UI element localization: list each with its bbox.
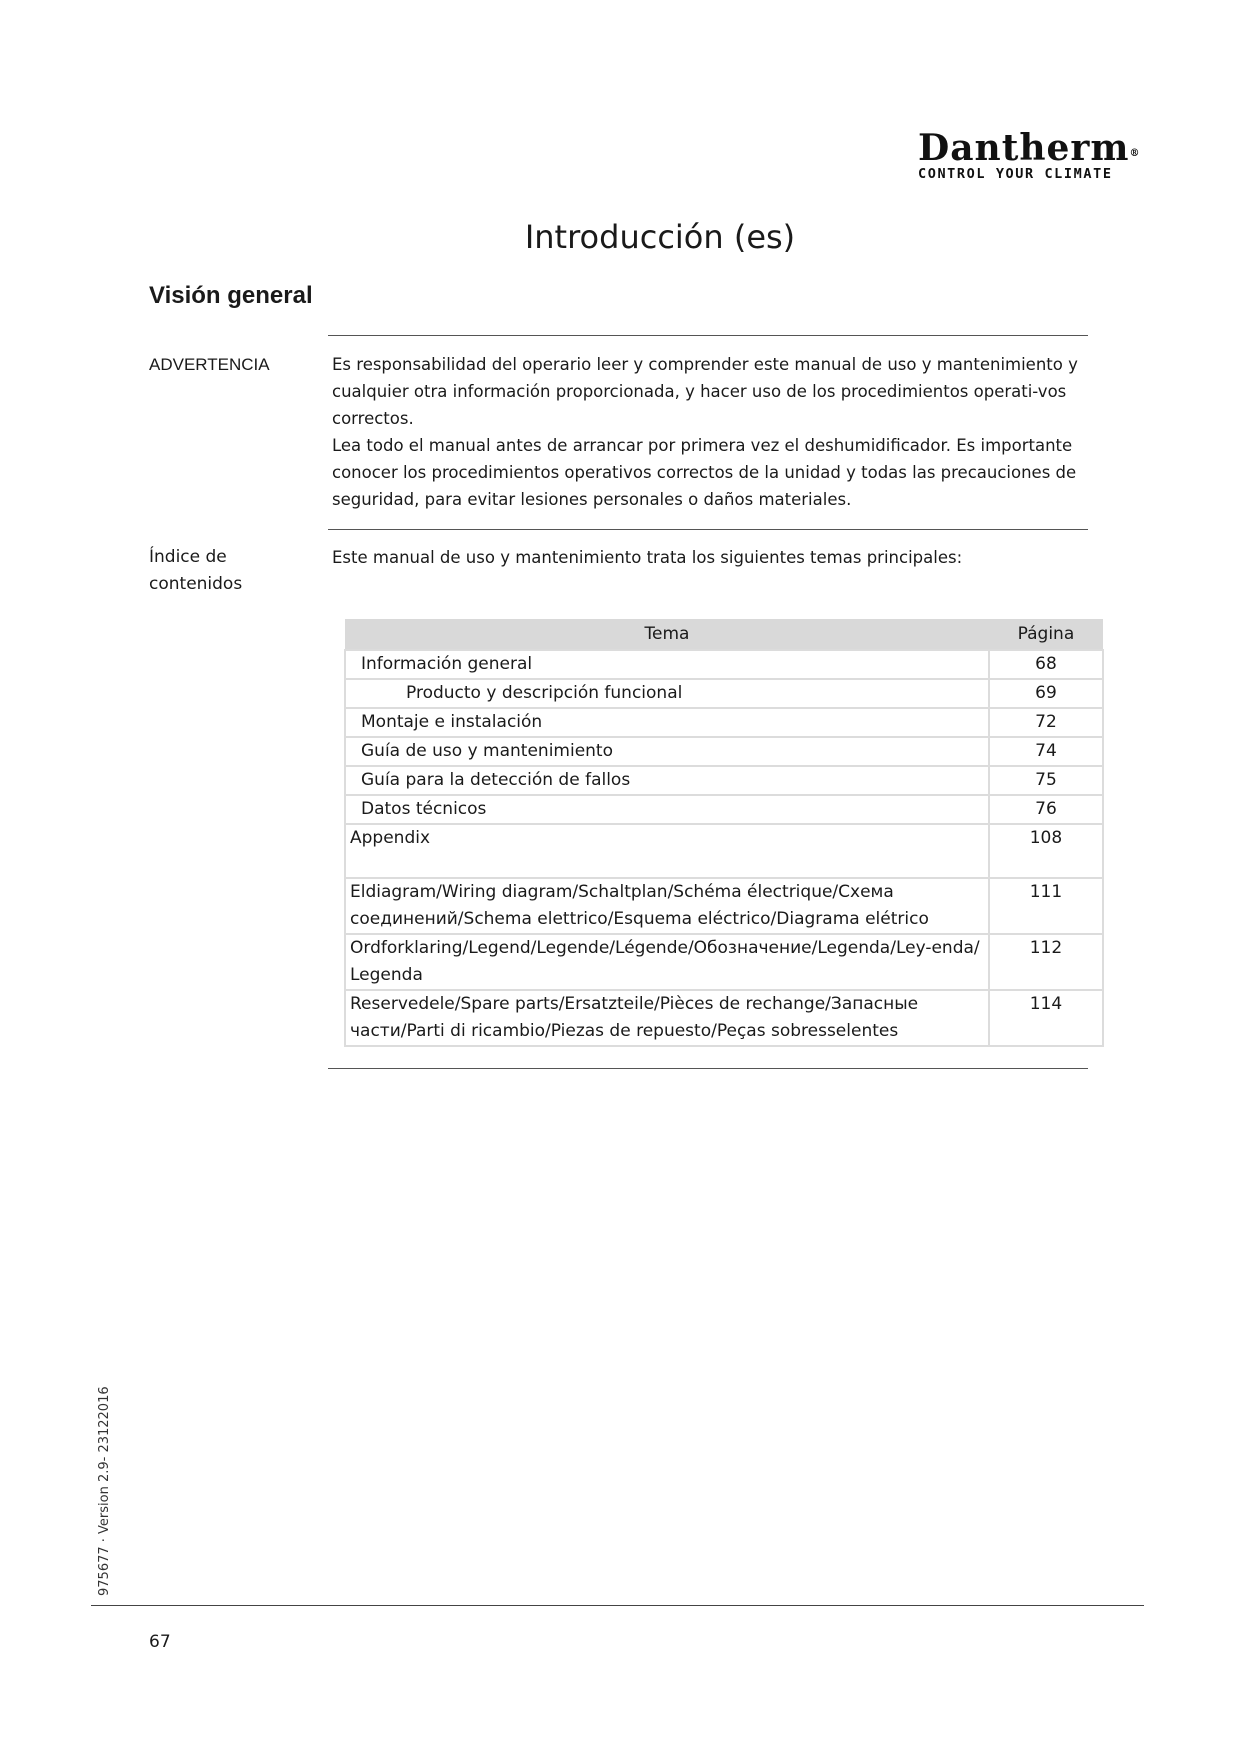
table-header-page: Página xyxy=(989,619,1103,650)
divider-bottom xyxy=(328,1068,1088,1069)
table-row xyxy=(345,766,1103,795)
row-topic: Eldiagram/Wiring diagram/Schaltplan/Schéma électrique/Схема соединений/Schema elettrico/Esquema eléctrico/Diagrama elétrico xyxy=(345,878,989,934)
row-topic: Guía para la detección de fallos xyxy=(345,766,989,795)
row-topic: Appendix xyxy=(345,824,989,878)
logo-name: Dantherm xyxy=(918,127,1130,169)
index-label-line1: Índice de xyxy=(149,547,227,567)
logo-tagline: CONTROL YOUR CLIMATE xyxy=(918,166,1113,182)
table-row xyxy=(345,737,1103,766)
registered-mark: ® xyxy=(1129,148,1141,159)
table-row xyxy=(345,650,1103,679)
table-row xyxy=(345,795,1103,824)
section-title: Visión general xyxy=(149,282,313,309)
table-row xyxy=(345,878,1103,934)
row-page: 114 xyxy=(989,990,1103,1046)
contents-table xyxy=(344,619,1104,1047)
row-topic: Guía de uso y mantenimiento xyxy=(345,737,989,766)
table-header-topic: Tema xyxy=(345,619,989,650)
table-row xyxy=(345,679,1103,708)
index-intro: Este manual de uso y mantenimiento trata los siguientes temas principales: xyxy=(332,548,963,567)
row-topic: Producto y descripción funcional xyxy=(345,679,989,708)
row-page: 68 xyxy=(989,650,1103,679)
row-topic: Montaje e instalación xyxy=(345,708,989,737)
row-topic: Reservedele/Spare parts/Ersatzteile/Pièces de rechange/Запасные части/Parti di ricambio/Piezas de repuesto/Peças sobresselentes xyxy=(345,990,989,1046)
row-page: 108 xyxy=(989,824,1103,878)
footer-rule xyxy=(91,1605,1144,1606)
warning-paragraph-1: Es responsabilidad del operario leer y comprender este manual de uso y mantenimiento y cualquier otra información proporcionada, y hacer uso de los procedimientos operati-vos correctos. xyxy=(332,355,1078,428)
table-row xyxy=(345,824,1103,878)
divider-middle xyxy=(328,529,1088,530)
warning-paragraph-2: Lea todo el manual antes de arrancar por primera vez el deshumidificador. Es importante conocer los procedimientos operativos correctos de la unidad y todas las precauciones de seguridad, para evitar lesiones personales o daños materiales. xyxy=(332,436,1077,509)
table-row xyxy=(345,708,1103,737)
page-title: Introducción (es) xyxy=(524,218,796,256)
dantherm-logo xyxy=(918,128,1150,182)
row-page: 75 xyxy=(989,766,1103,795)
index-label-line2: contenidos xyxy=(149,574,243,594)
row-topic: Datos técnicos xyxy=(345,795,989,824)
row-topic: Ordforklaring/Legend/Legende/Légende/Обозначение/Legenda/Ley-enda/ Legenda xyxy=(345,934,989,990)
row-page: 76 xyxy=(989,795,1103,824)
page-number: 67 xyxy=(149,1632,171,1652)
row-page: 112 xyxy=(989,934,1103,990)
row-topic: Información general xyxy=(345,650,989,679)
row-page: 72 xyxy=(989,708,1103,737)
row-page: 74 xyxy=(989,737,1103,766)
warning-text xyxy=(332,351,1102,513)
index-label xyxy=(149,544,242,598)
version-stamp: 975677 · Version 2.9- 23122016 xyxy=(97,1386,112,1596)
row-page: 111 xyxy=(989,878,1103,934)
table-row xyxy=(345,990,1103,1046)
table-row xyxy=(345,934,1103,990)
warning-label: ADVERTENCIA xyxy=(149,355,270,374)
divider-top xyxy=(328,335,1088,336)
row-page: 69 xyxy=(989,679,1103,708)
